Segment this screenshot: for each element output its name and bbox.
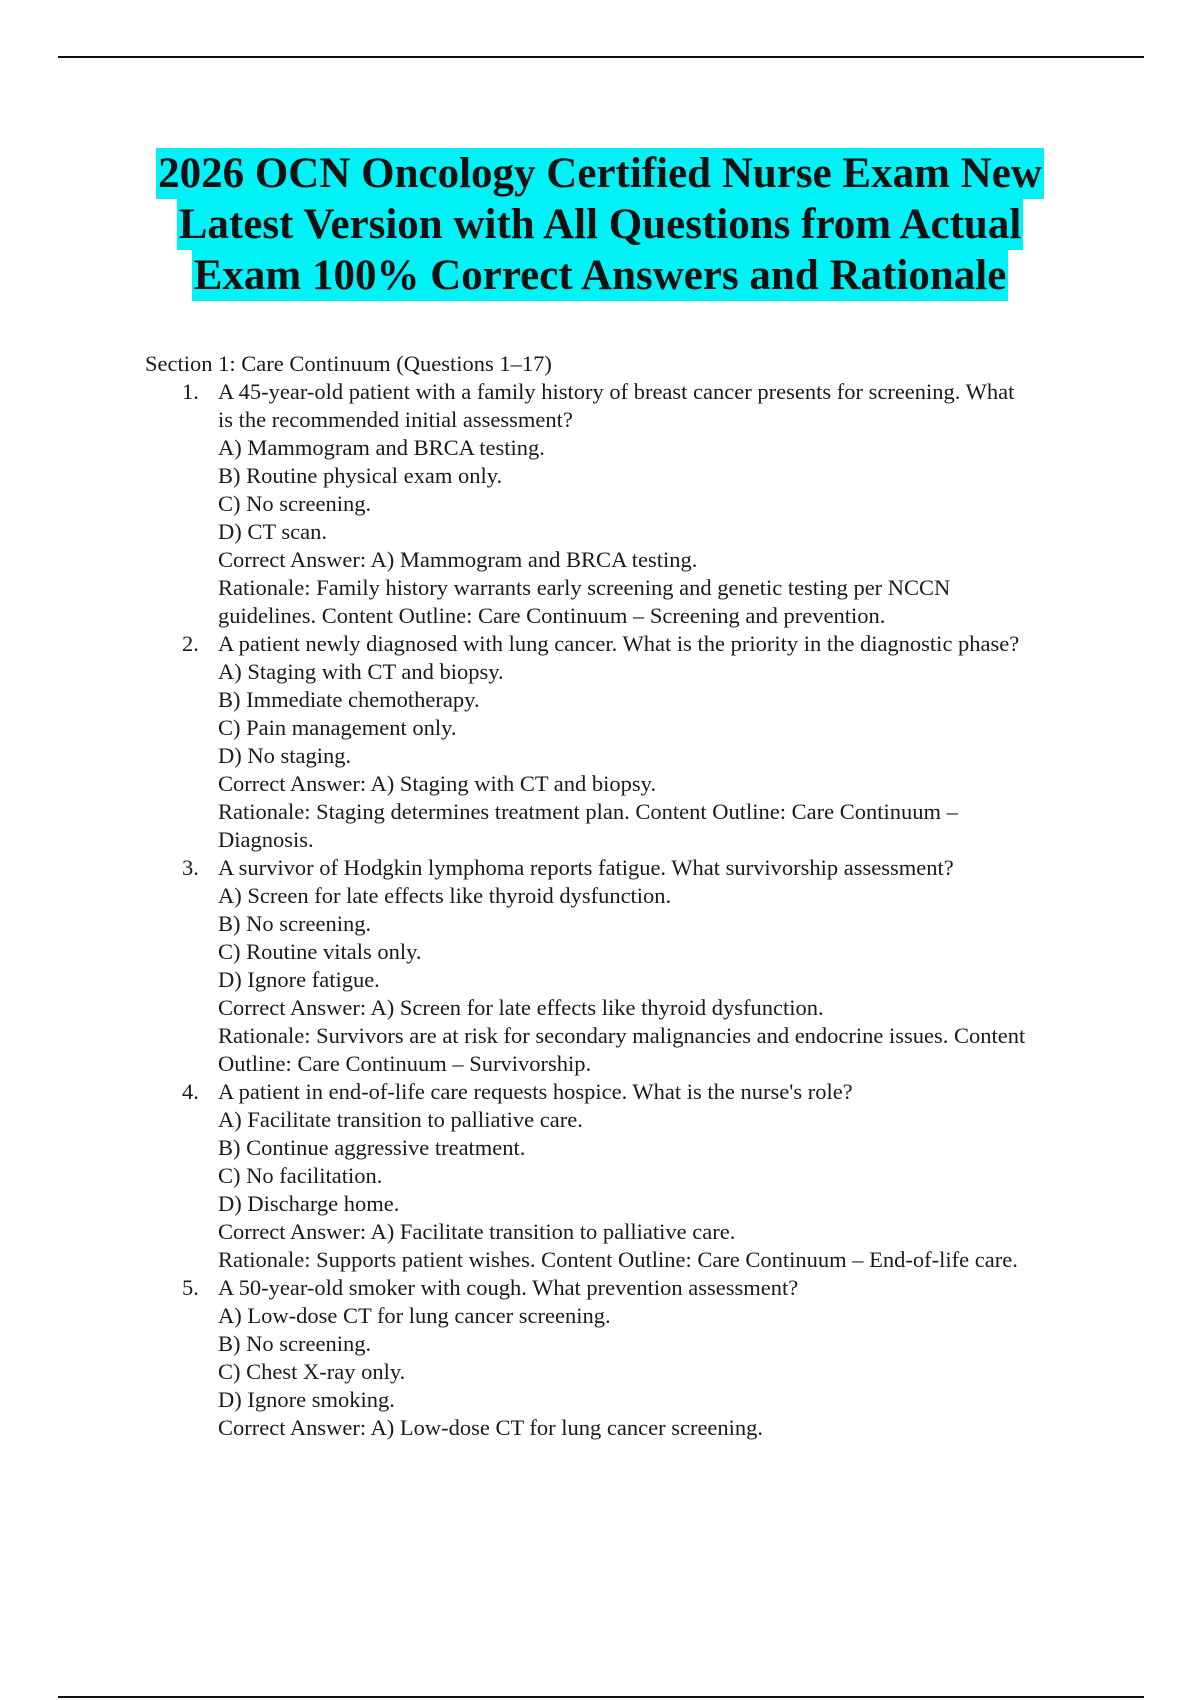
rationale: Diagnosis. <box>218 827 314 852</box>
question-number: 2. <box>182 631 199 656</box>
answer-option: C) Pain management only. <box>218 715 457 740</box>
section-heading: Section 1: Care Continuum (Questions 1–17) <box>145 351 552 376</box>
answer-option: C) No facilitation. <box>218 1163 383 1188</box>
answer-option: C) No screening. <box>218 491 372 516</box>
question-item <box>145 378 1095 630</box>
question-stem: A 50-year-old smoker with cough. What prevention assessment? <box>218 1275 799 1300</box>
answer-option: A) Mammogram and BRCA testing. <box>218 435 545 460</box>
rationale: Rationale: Staging determines treatment plan. Content Outline: Care Continuum – <box>218 799 958 824</box>
answer-option: D) Ignore smoking. <box>218 1387 395 1412</box>
answer-option: D) Ignore fatigue. <box>218 967 380 992</box>
answer-option: D) CT scan. <box>218 519 327 544</box>
question-number: 4. <box>182 1079 199 1104</box>
answer-option: A) Low-dose CT for lung cancer screening. <box>218 1303 611 1328</box>
question-stem: A survivor of Hodgkin lymphoma reports fatigue. What survivorship assessment? <box>218 855 954 880</box>
answer-option: B) No screening. <box>218 911 372 936</box>
document-title <box>60 148 1140 301</box>
answer-option: B) Continue aggressive treatment. <box>218 1135 526 1160</box>
correct-answer: Correct Answer: A) Mammogram and BRCA testing. <box>218 547 698 572</box>
answer-option: C) Chest X-ray only. <box>218 1359 406 1384</box>
question-stem: A patient in end-of-life care requests hospice. What is the nurse's role? <box>218 1079 853 1104</box>
document-body <box>145 350 1095 1442</box>
rationale: Rationale: Supports patient wishes. Content Outline: Care Continuum – End-of-life care. <box>218 1247 1018 1272</box>
bottom-rule <box>58 1696 1144 1698</box>
answer-option: B) No screening. <box>218 1331 372 1356</box>
title-line: 2026 OCN Oncology Certified Nurse Exam New <box>158 150 1042 197</box>
question-number: 1. <box>182 379 199 404</box>
question-stem: A patient newly diagnosed with lung cancer. What is the priority in the diagnostic phase? <box>218 631 1020 656</box>
answer-option: A) Screen for late effects like thyroid dysfunction. <box>218 883 672 908</box>
correct-answer: Correct Answer: A) Staging with CT and biopsy. <box>218 771 657 796</box>
answer-option: D) Discharge home. <box>218 1191 400 1216</box>
question-stem: is the recommended initial assessment? <box>218 407 573 432</box>
answer-option: A) Staging with CT and biopsy. <box>218 659 504 684</box>
answer-option: B) Immediate chemotherapy. <box>218 687 480 712</box>
answer-option: C) Routine vitals only. <box>218 939 422 964</box>
answer-option: A) Facilitate transition to palliative care. <box>218 1107 583 1132</box>
question-number: 3. <box>182 855 199 880</box>
question-list <box>145 378 1095 1442</box>
correct-answer: Correct Answer: A) Screen for late effects like thyroid dysfunction. <box>218 995 824 1020</box>
question-item <box>145 1078 1095 1274</box>
title-line: Latest Version with All Questions from Actual <box>178 201 1022 248</box>
question-item <box>145 854 1095 1078</box>
top-rule <box>58 56 1144 58</box>
correct-answer: Correct Answer: A) Low-dose CT for lung cancer screening. <box>218 1415 764 1440</box>
question-item <box>145 630 1095 854</box>
rationale: Rationale: Survivors are at risk for secondary malignancies and endocrine issues. Content <box>218 1023 1026 1048</box>
title-line: Exam 100% Correct Answers and Rationale <box>193 252 1007 299</box>
question-number: 5. <box>182 1275 199 1300</box>
rationale: Rationale: Family history warrants early screening and genetic testing per NCCN <box>218 575 951 600</box>
question-stem: A 45-year-old patient with a family history of breast cancer presents for screening. What <box>218 379 1015 404</box>
correct-answer: Correct Answer: A) Facilitate transition to palliative care. <box>218 1219 736 1244</box>
answer-option: B) Routine physical exam only. <box>218 463 503 488</box>
rationale: Outline: Care Continuum – Survivorship. <box>218 1051 592 1076</box>
rationale: guidelines. Content Outline: Care Continuum – Screening and prevention. <box>218 603 886 628</box>
question-item <box>145 1274 1095 1442</box>
answer-option: D) No staging. <box>218 743 352 768</box>
